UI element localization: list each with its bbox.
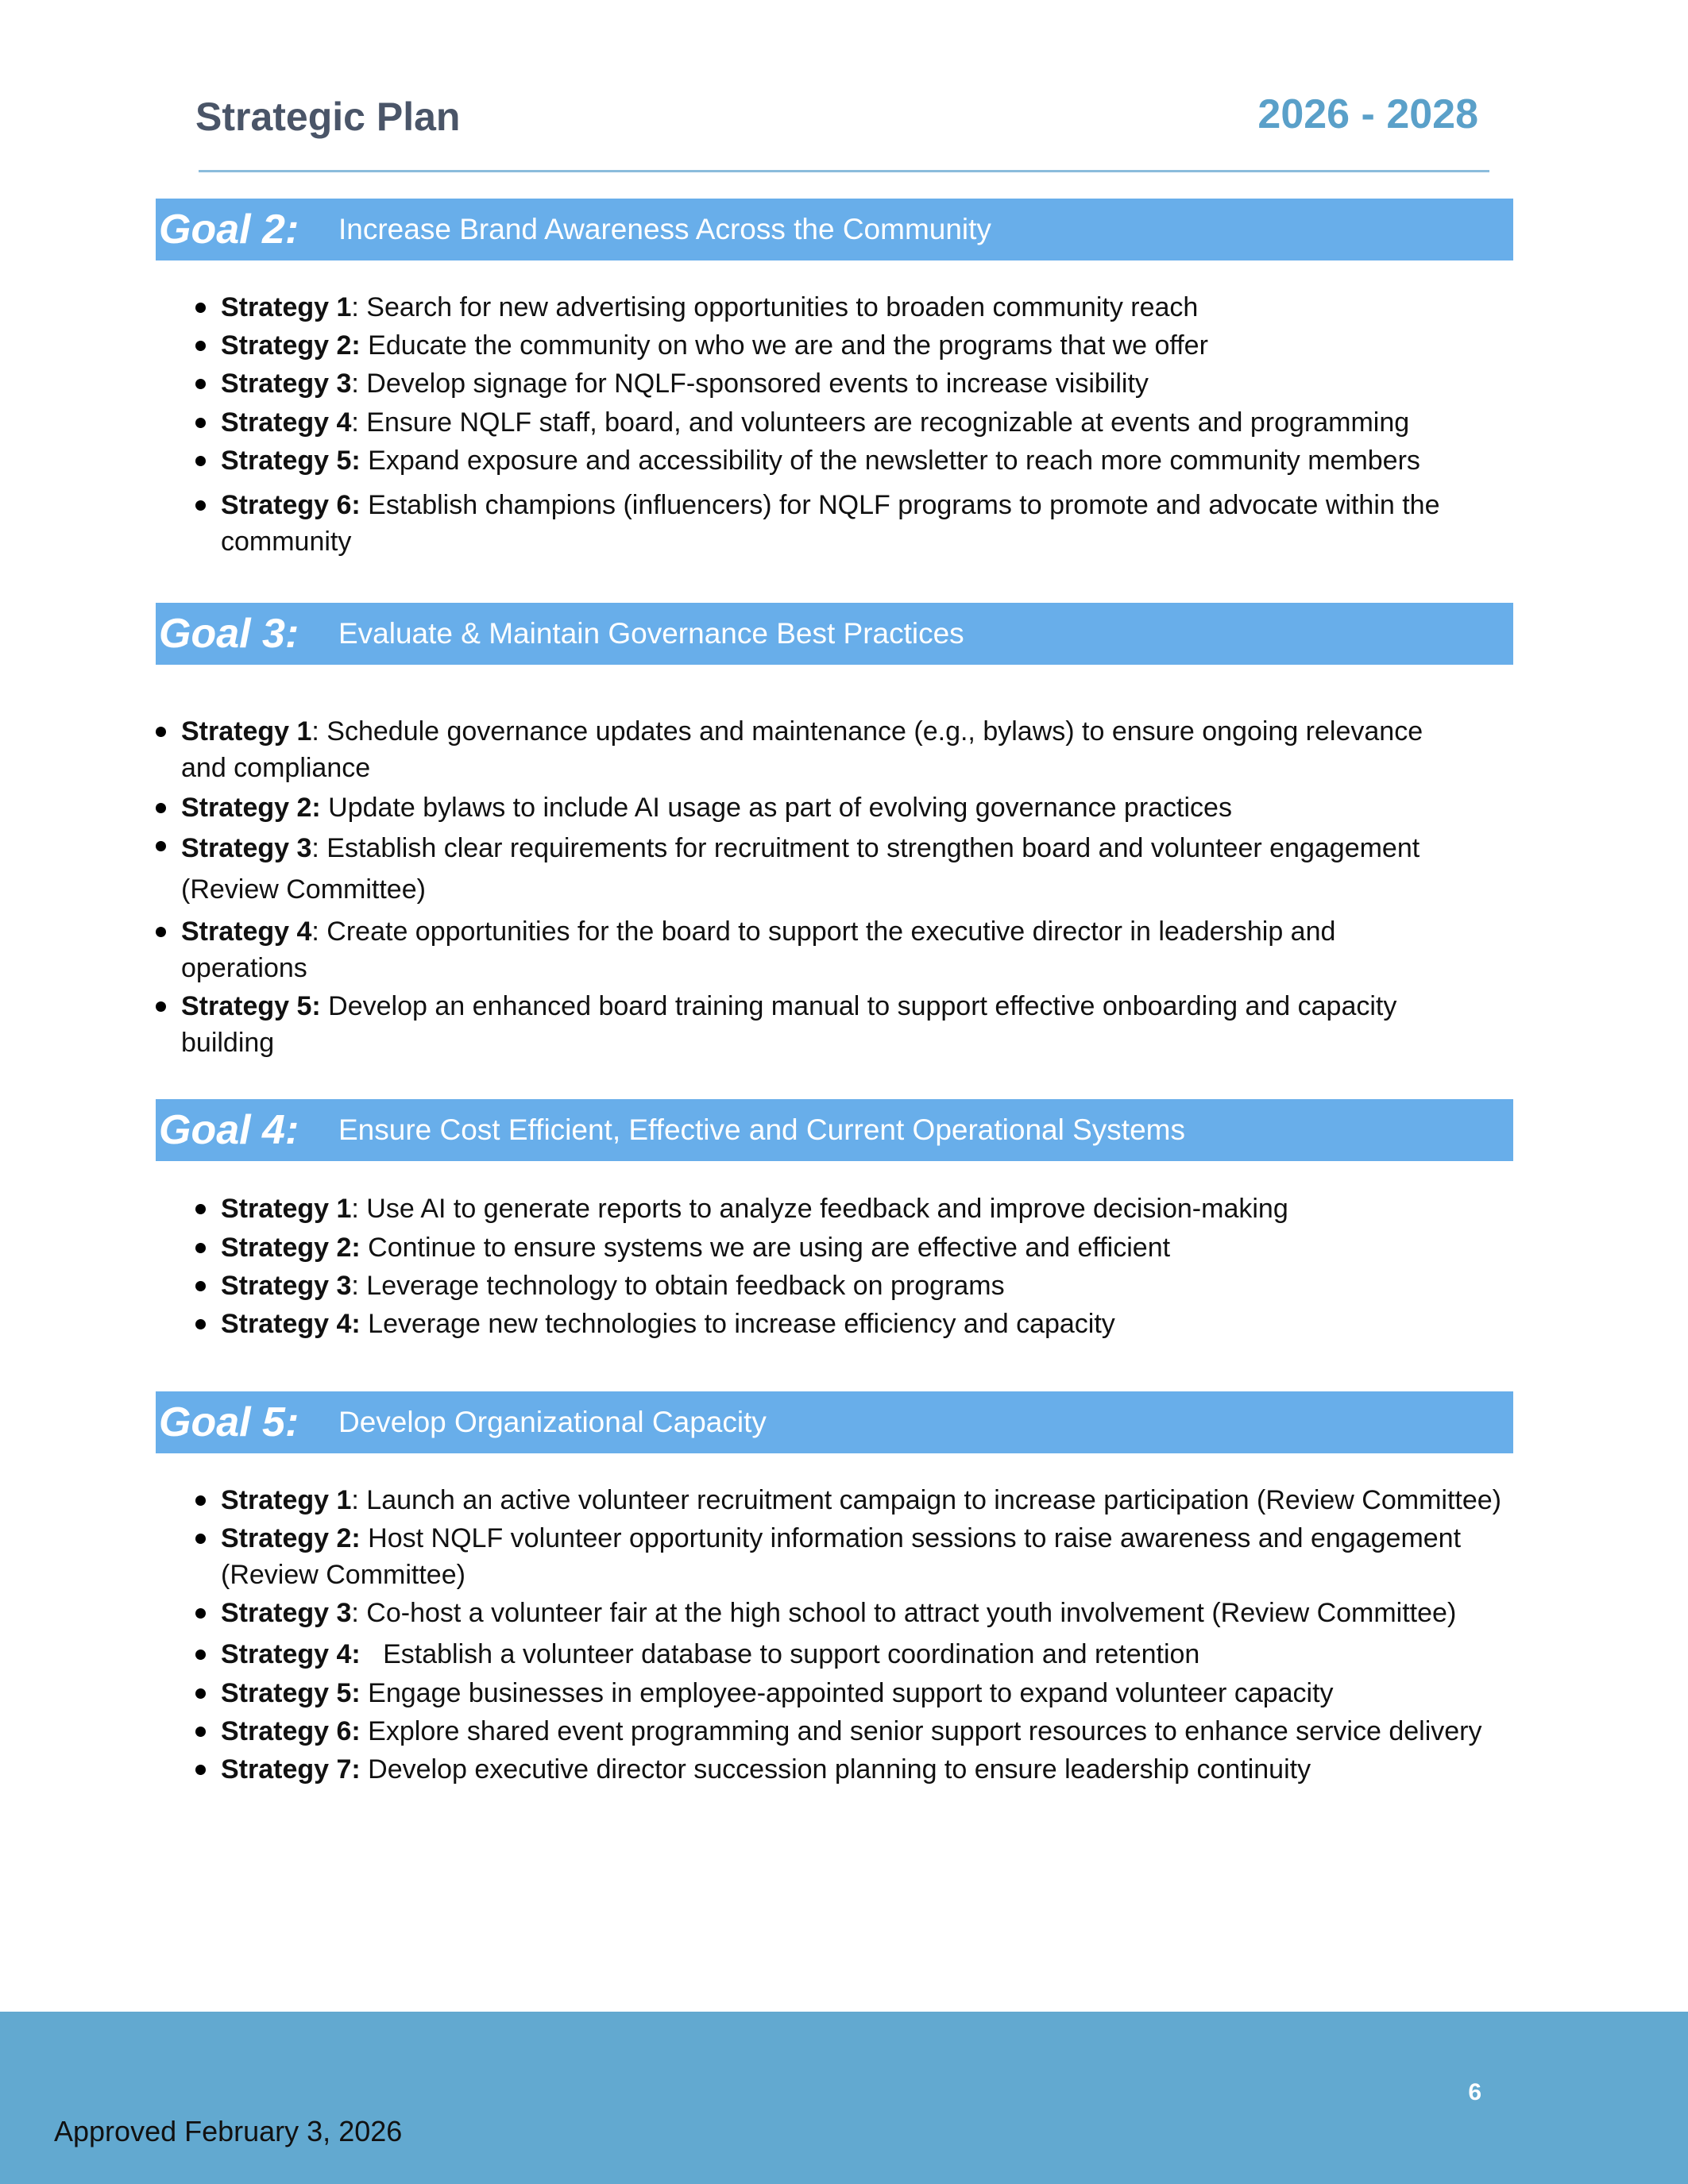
strategy-label: Strategy 1 <box>221 1194 352 1224</box>
goal-4-header <box>156 1099 1513 1161</box>
strategy-item <box>221 1190 1508 1229</box>
strategy-text: Develop an enhanced board training manual to support effective onboarding and capacity building <box>181 991 1397 1058</box>
strategy-label: Strategy 5: <box>221 1678 361 1708</box>
strategy-item <box>221 487 1508 560</box>
strategy-label: Strategy 3 <box>221 1271 352 1301</box>
strategy-label: Strategy 7: <box>221 1754 361 1785</box>
strategy-text: Host NQLF volunteer opportunity information sessions to raise awareness and engagement (Review Committee) <box>221 1523 1462 1590</box>
strategy-label: Strategy 5: <box>181 991 321 1021</box>
plan-years: 2026 - 2028 <box>1257 91 1478 137</box>
strategy-item <box>221 1306 1508 1342</box>
strategy-text: : Launch an active volunteer recruitment campaign to increase participation (Review Committee) <box>351 1485 1501 1515</box>
page-number: 6 <box>1468 2079 1481 2105</box>
strategy-text: Develop executive director succession planning to ensure leadership continuity <box>360 1754 1311 1785</box>
strategy-label: Strategy 1 <box>181 716 312 747</box>
strategy-text: : Ensure NQLF staff, board, and volunteers are recognizable at events and programming <box>351 407 1410 438</box>
strategy-label: Strategy 1 <box>221 292 352 322</box>
strategy-text: : Create opportunities for the board to support the executive director in leadership and operations <box>181 916 1336 983</box>
strategy-item <box>221 1595 1508 1631</box>
strategy-label: Strategy 3 <box>221 369 352 399</box>
strategy-text: Establish a volunteer database to support coordination and retention <box>360 1639 1200 1669</box>
strategy-item <box>221 1751 1508 1788</box>
strategy-item <box>181 713 1452 786</box>
page-title: Strategic Plan <box>195 95 461 139</box>
strategy-label: Strategy 1 <box>221 1485 352 1515</box>
strategy-item <box>221 1636 1508 1675</box>
strategy-label: Strategy 6: <box>221 1716 361 1746</box>
strategy-text: : Establish clear requirements for recruitment to strengthen board and volunteer engagement (Review Committee) <box>181 833 1420 905</box>
goal-4-strategy-list <box>221 1190 1508 1342</box>
strategy-text: Establish champions (influencers) for NQLF programs to promote and advocate within the community <box>221 490 1440 557</box>
strategy-item <box>221 327 1508 365</box>
strategy-item <box>221 1713 1508 1750</box>
strategy-item <box>221 1675 1508 1713</box>
strategy-item <box>181 988 1452 1061</box>
header-divider <box>199 170 1489 172</box>
strategy-text: Continue to ensure systems we are using are effective and efficient <box>360 1233 1171 1263</box>
strategy-text: : Develop signage for NQLF-sponsored events to increase visibility <box>351 369 1149 399</box>
strategy-label: Strategy 4 <box>221 407 352 438</box>
strategy-item <box>221 1482 1508 1518</box>
approval-date: Approved February 3, 2026 <box>54 2115 403 2147</box>
strategy-label: Strategy 6: <box>221 490 361 520</box>
strategy-item <box>181 913 1452 986</box>
goal-2-header <box>156 199 1513 260</box>
strategy-item <box>221 404 1508 442</box>
goal-2-strategy-list <box>221 289 1508 560</box>
strategy-text: Educate the community on who we are and the programs that we offer <box>360 330 1208 361</box>
strategy-label: Strategy 5: <box>221 446 361 476</box>
page-footer <box>0 2012 1688 2184</box>
goal-5-header <box>156 1391 1513 1453</box>
strategy-label: Strategy 3 <box>181 833 312 863</box>
goal-2-label: Goal 2: <box>159 206 299 253</box>
goal-3-title: Evaluate & Maintain Governance Best Practices <box>338 617 964 650</box>
strategy-text: Expand exposure and accessibility of the newsletter to reach more community members <box>360 446 1420 476</box>
strategy-item <box>221 1268 1508 1306</box>
strategy-item <box>221 1229 1508 1268</box>
strategy-text: Update bylaws to include AI usage as part of evolving governance practices <box>320 793 1232 823</box>
strategy-label: Strategy 2: <box>221 330 361 361</box>
strategy-label: Strategy 4 <box>181 916 312 947</box>
strategy-item <box>221 365 1508 404</box>
strategy-item <box>181 789 1452 826</box>
strategy-label: Strategy 4: <box>221 1639 361 1669</box>
strategy-item <box>221 1520 1508 1593</box>
strategy-text: Explore shared event programming and senior support resources to enhance service delivery <box>360 1716 1482 1746</box>
goal-3-strategy-list <box>181 713 1452 1061</box>
goal-5-title: Develop Organizational Capacity <box>338 1406 767 1438</box>
goal-3-header <box>156 603 1513 665</box>
strategy-text: : Use AI to generate reports to analyze feedback and improve decision-making <box>351 1194 1288 1224</box>
goal-4-label: Goal 4: <box>159 1107 299 1153</box>
strategy-text: : Search for new advertising opportunities to broaden community reach <box>351 292 1199 322</box>
strategy-label: Strategy 2: <box>221 1523 361 1553</box>
goal-5-strategy-list <box>221 1482 1508 1788</box>
goal-3-label: Goal 3: <box>159 611 299 657</box>
strategy-label: Strategy 4: <box>221 1309 361 1339</box>
strategy-label: Strategy 2: <box>181 793 321 823</box>
strategy-text: : Leverage technology to obtain feedback on programs <box>351 1271 1005 1301</box>
strategy-text: Leverage new technologies to increase efficiency and capacity <box>360 1309 1115 1339</box>
strategy-text: : Co-host a volunteer fair at the high school to attract youth involvement (Review Committee) <box>351 1598 1457 1628</box>
goal-5-label: Goal 5: <box>159 1399 299 1445</box>
goal-2-title: Increase Brand Awareness Across the Community <box>338 213 991 245</box>
goal-4-title: Ensure Cost Efficient, Effective and Current Operational Systems <box>338 1113 1185 1146</box>
strategy-text: Engage businesses in employee-appointed support to expand volunteer capacity <box>360 1678 1334 1708</box>
strategy-item <box>181 828 1452 910</box>
strategy-item <box>221 442 1508 487</box>
strategy-label: Strategy 2: <box>221 1233 361 1263</box>
strategy-label: Strategy 3 <box>221 1598 352 1628</box>
strategy-item <box>221 289 1508 327</box>
strategy-text: : Schedule governance updates and maintenance (e.g., bylaws) to ensure ongoing relevance and compliance <box>181 716 1423 783</box>
